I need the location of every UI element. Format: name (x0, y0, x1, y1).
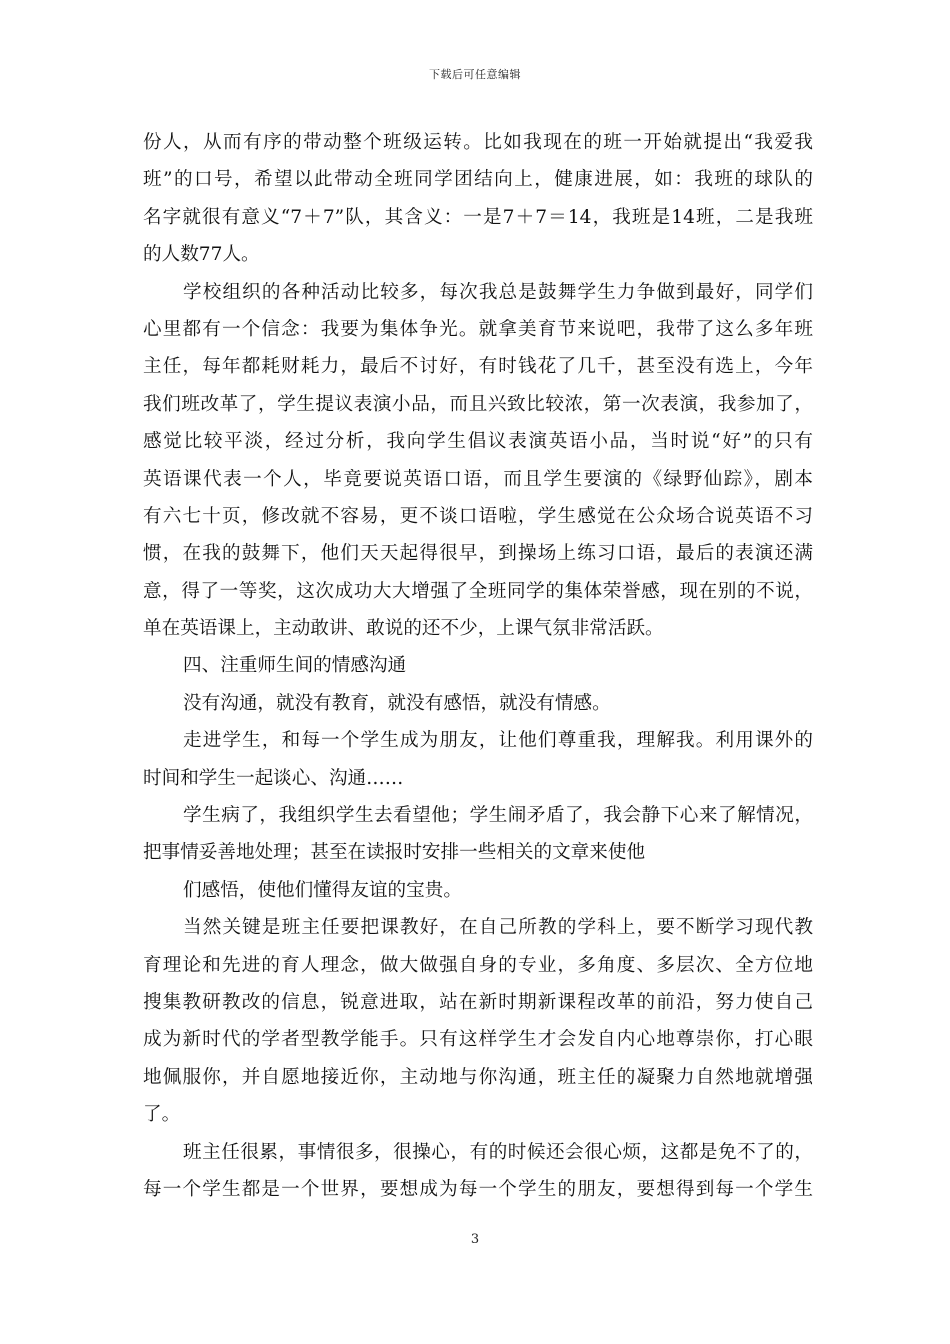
page-header: 下载后可任意编辑 (429, 68, 521, 81)
text-line: 时间和学生一起谈心、沟通…… (143, 767, 404, 789)
text-line: 四、注重师生间的情感沟通 (183, 655, 407, 677)
text-line: 把事情妥善地处理；甚至在读报时安排一些相关的文章来使他 (143, 842, 646, 864)
text-line: 学校组织的各种活动比较多，每次我总是鼓舞学生力争做到最好，同学们 (183, 281, 813, 303)
text-line: 心里都有一个信念：我要为集体争光。就拿美育节来说吧，我带了这么多年班 (143, 318, 813, 340)
text-line: 份人，从而有序的带动整个班级运转。比如我现在的班一开始就提出“我爱我 (143, 132, 813, 153)
text-line: 名字就很有意义“7＋7”队，其含义：一是7＋7＝14，我班是14班，二是我班 (143, 206, 813, 228)
text-line: 的人数77人。 (143, 244, 260, 266)
text-line: 地佩服你，并自愿地接近你，主动地与你沟通，班主任的凝聚力自然地就增强 (143, 1066, 813, 1088)
text-line: 我们班改革了，学生提议表演小品，而且兴致比较浓，第一次表演，我参加了， (143, 393, 813, 415)
text-line: 英语课代表一个人，毕竟要说英语口语，而且学生要演的《绿野仙踪》，剧本 (143, 468, 813, 490)
text-line: 单在英语课上，主动敢讲、敢说的还不少，上课气氛非常活跃。 (143, 618, 664, 640)
text-line: 们感悟，使他们懂得友谊的宝贵。 (183, 879, 462, 901)
text-line: 学生病了，我组织学生去看望他；学生闹矛盾了，我会静下心来了解情况， (183, 805, 813, 827)
body-text (143, 124, 813, 1208)
page-number: 3 (470, 1232, 480, 1247)
text-line: 当然关键是班主任要把课教好，在自己所教的学科上，要不断学习现代教 (183, 917, 813, 939)
text-line: 育理论和先进的育人理念，做大做强自身的专业，多角度、多层次、全方位地 (143, 954, 813, 976)
text-line: 惯，在我的鼓舞下，他们天天起得很早，到操场上练习口语，最后的表演还满 (143, 543, 813, 565)
text-line: 每一个学生都是一个世界，要想成为每一个学生的朋友，要想得到每一个学生 (143, 1178, 813, 1200)
text-line: 有六七十页，修改就不容易，更不谈口语啦，学生感觉在公众场合说英语不习 (143, 505, 813, 527)
text-line: 了。 (143, 1104, 181, 1126)
text-line: 搜集教研教改的信息，锐意进取，站在新时期新课程改革的前沿，努力使自己 (143, 991, 813, 1013)
text-line: 走进学生，和每一个学生成为朋友，让他们尊重我，理解我。利用课外的 (183, 730, 813, 752)
text-line: 主任，每年都耗财耗力，最后不讨好，有时钱花了几千，甚至没有选上，今年 (143, 356, 813, 378)
text-line: 没有沟通，就没有教育，就没有感悟，就没有情感。 (183, 692, 611, 714)
text-line: 班”的口号，希望以此带动全班同学团结向上，健康进展，如：我班的球队的 (143, 169, 813, 191)
text-line: 成为新时代的学者型教学能手。只有这样学生才会发自内心地尊崇你，打心眼 (143, 1029, 813, 1051)
text-line: 意，得了一等奖，这次成功大大增强了全班同学的集体荣誉感，现在别的不说， (143, 580, 813, 602)
text-line: 班主任很累，事情很多，很操心，有的时候还会很心烦，这都是免不了的， (183, 1141, 813, 1163)
text-line: 感觉比较平淡，经过分析，我向学生倡议表演英语小品，当时说“好”的只有 (143, 431, 813, 453)
